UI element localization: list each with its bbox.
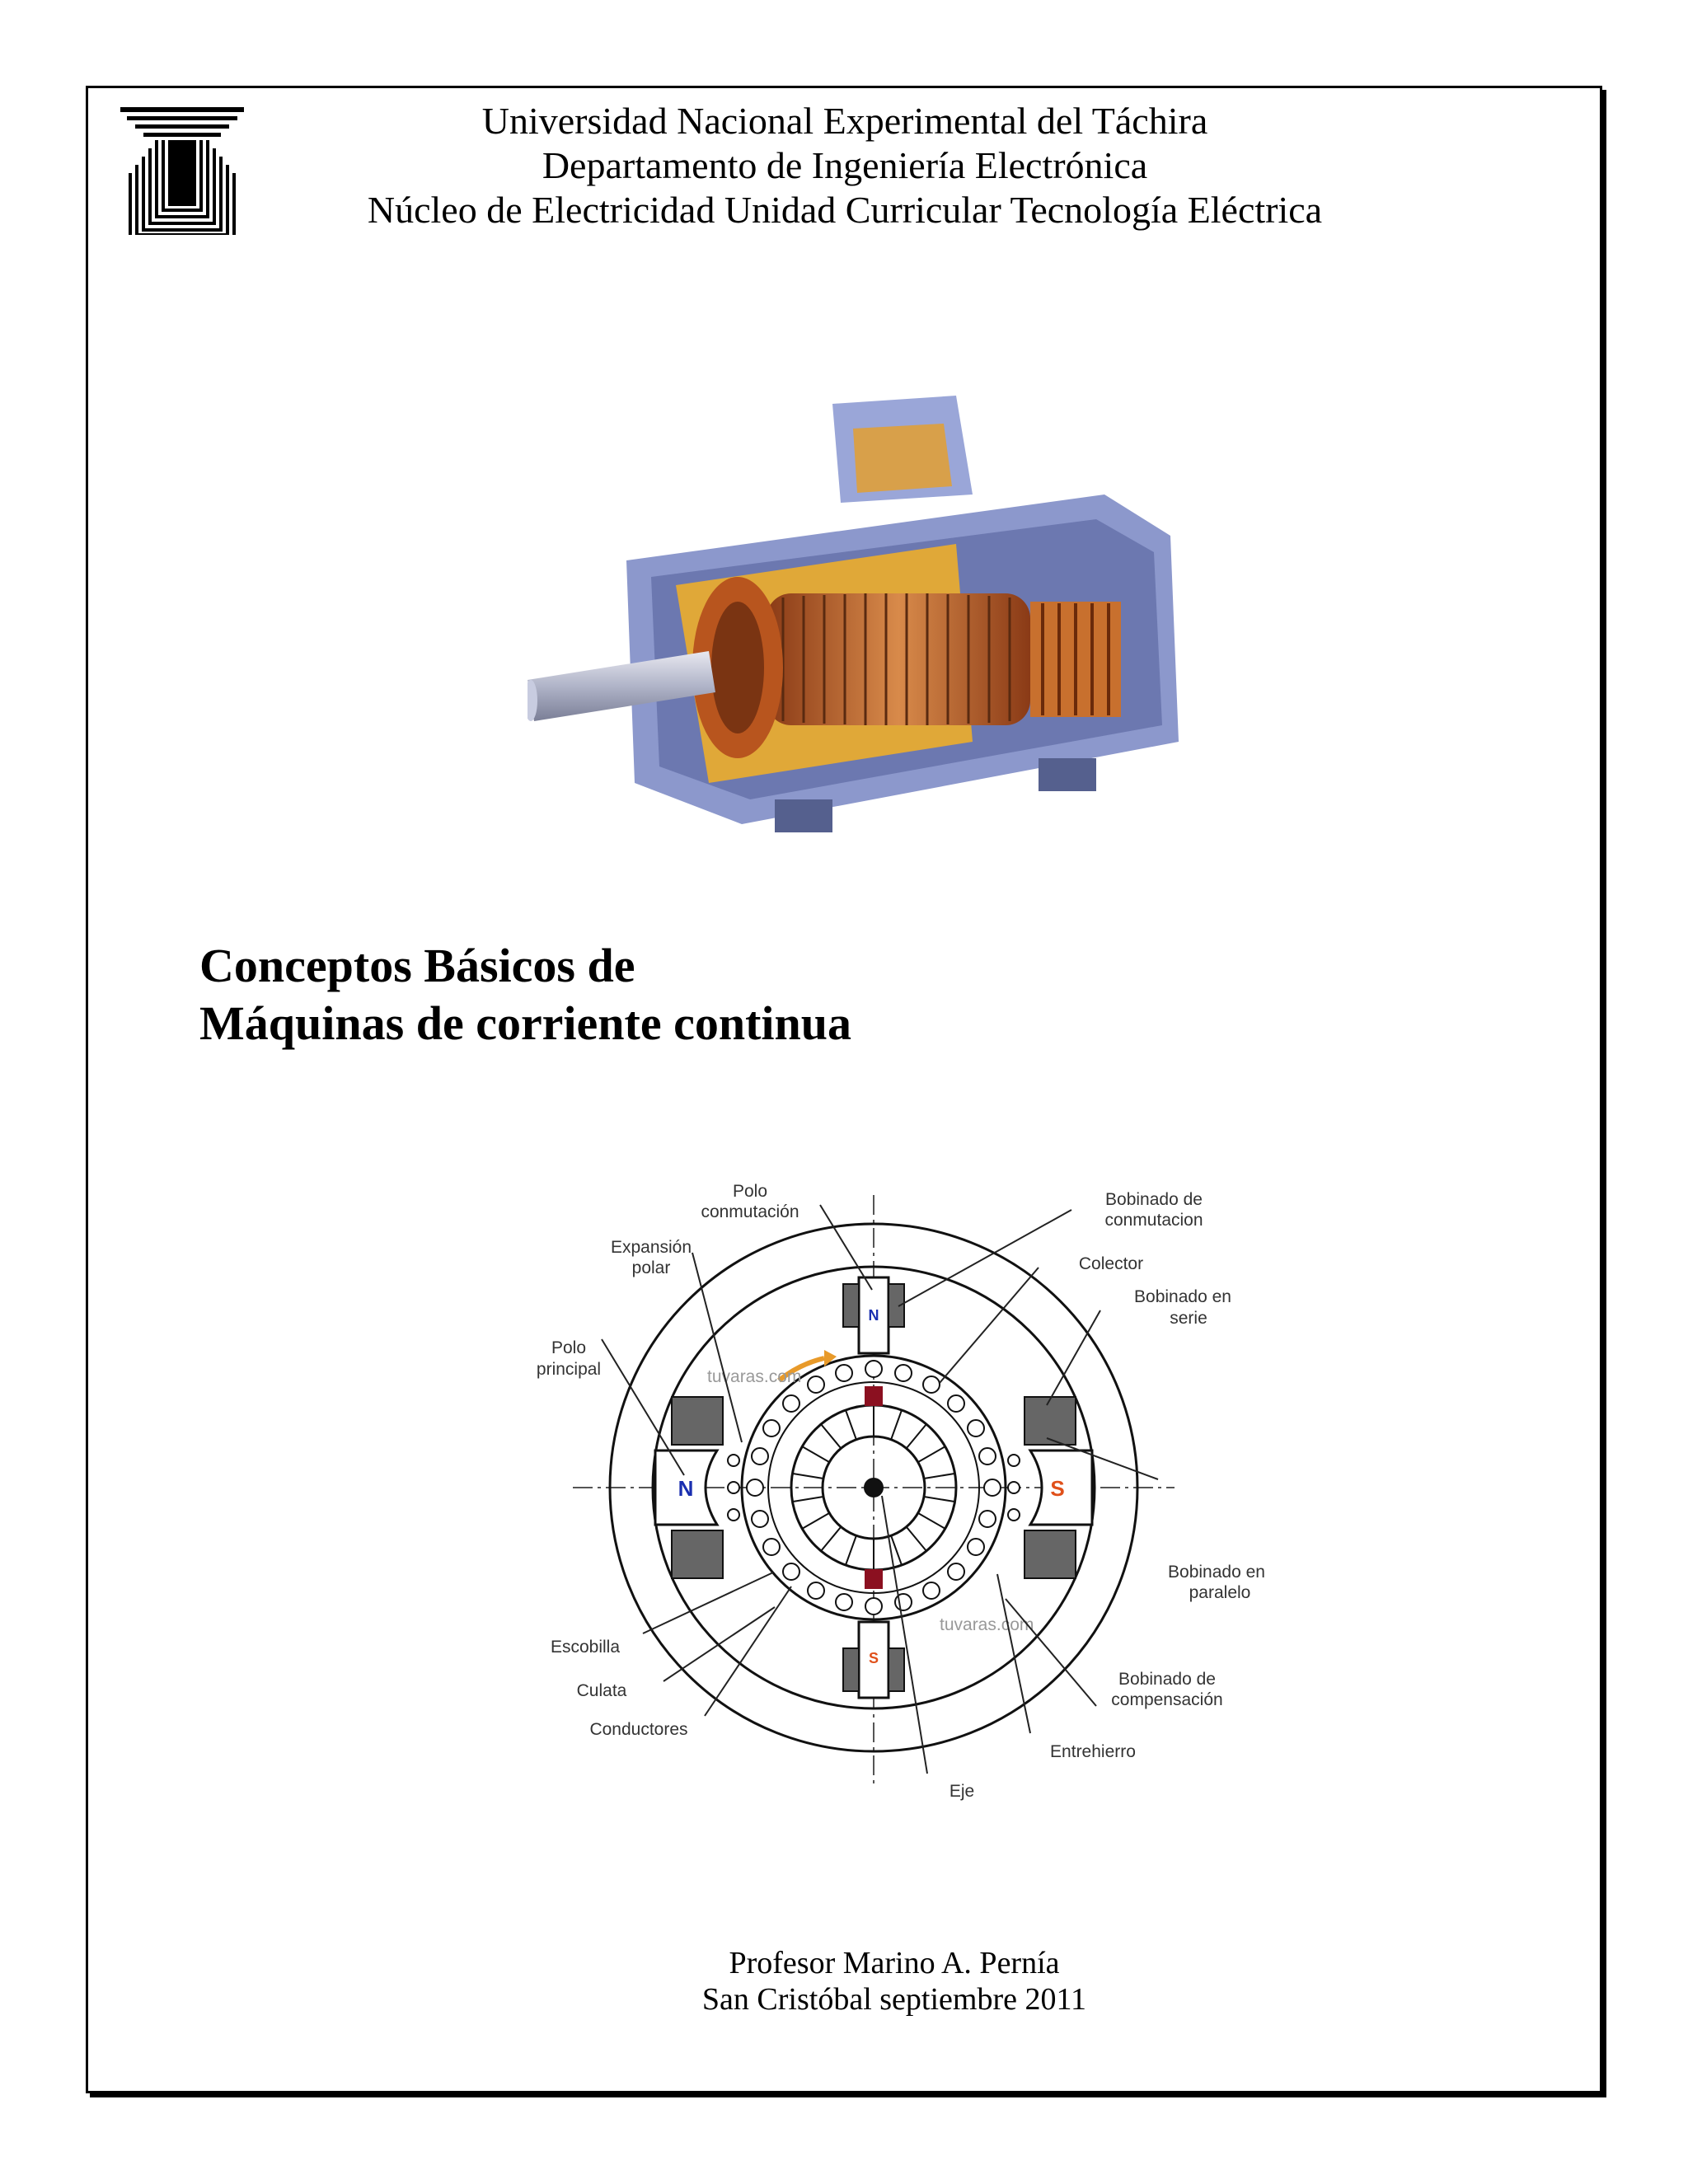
university-logo [120, 107, 244, 235]
label-bob-paralelo-1: Bobinado en [1168, 1563, 1265, 1582]
label-culata: Culata [576, 1681, 627, 1700]
label-bob-paralelo-2: paralelo [1189, 1583, 1251, 1602]
label-eje: Eje [949, 1782, 975, 1801]
label-bob-serie-1: Bobinado en [1134, 1287, 1231, 1306]
label-entrehierro: Entrehierro [1050, 1742, 1136, 1761]
watermark-bottom: tuvaras.com [940, 1615, 1034, 1634]
label-bob-serie-2: serie [1170, 1309, 1207, 1328]
label-bob-conmutacion-1: Bobinado de [1105, 1190, 1203, 1209]
label-bob-compensacion-2: compensación [1111, 1690, 1223, 1709]
unit-name: Núcleo de Electricidad Unidad Curricular Tecnología Eléctrica [367, 189, 1323, 231]
commutation-south-label: S [868, 1650, 879, 1666]
dc-motor-cutaway-image [528, 396, 1253, 874]
commutation-north-label: N [868, 1307, 879, 1324]
label-polo-conmutacion-1: Polo [732, 1182, 768, 1201]
label-bob-compensacion-1: Bobinado de [1118, 1670, 1216, 1689]
document-title-line-2: Máquinas de corriente continua [199, 996, 852, 1050]
watermark-top: tuvaras.com [707, 1367, 802, 1386]
north-pole-label: N [678, 1476, 694, 1501]
label-conductores: Conductores [589, 1720, 688, 1739]
label-colector: Colector [1078, 1254, 1144, 1273]
south-pole-label: S [1050, 1476, 1065, 1501]
dc-machine-cross-section-diagram [511, 1170, 1286, 1846]
label-expansion-2: polar [631, 1258, 671, 1277]
author-name: Profesor Marino A. Pernía [729, 1946, 1060, 1980]
place-and-date: San Cristóbal septiembre 2011 [701, 1982, 1087, 2017]
label-expansion-1: Expansión [610, 1238, 692, 1257]
label-polo-principal-1: Polo [551, 1338, 587, 1357]
label-polo-principal-2: principal [536, 1360, 602, 1379]
university-name: Universidad Nacional Experimental del Táchira [481, 100, 1208, 142]
department-name: Departamento de Ingeniería Electrónica [542, 144, 1148, 186]
label-polo-conmutacion-2: conmutación [701, 1202, 799, 1221]
label-bob-conmutacion-2: conmutacion [1104, 1211, 1203, 1230]
label-escobilla: Escobilla [550, 1638, 621, 1657]
document-title-line-1: Conceptos Básicos de [199, 939, 635, 992]
